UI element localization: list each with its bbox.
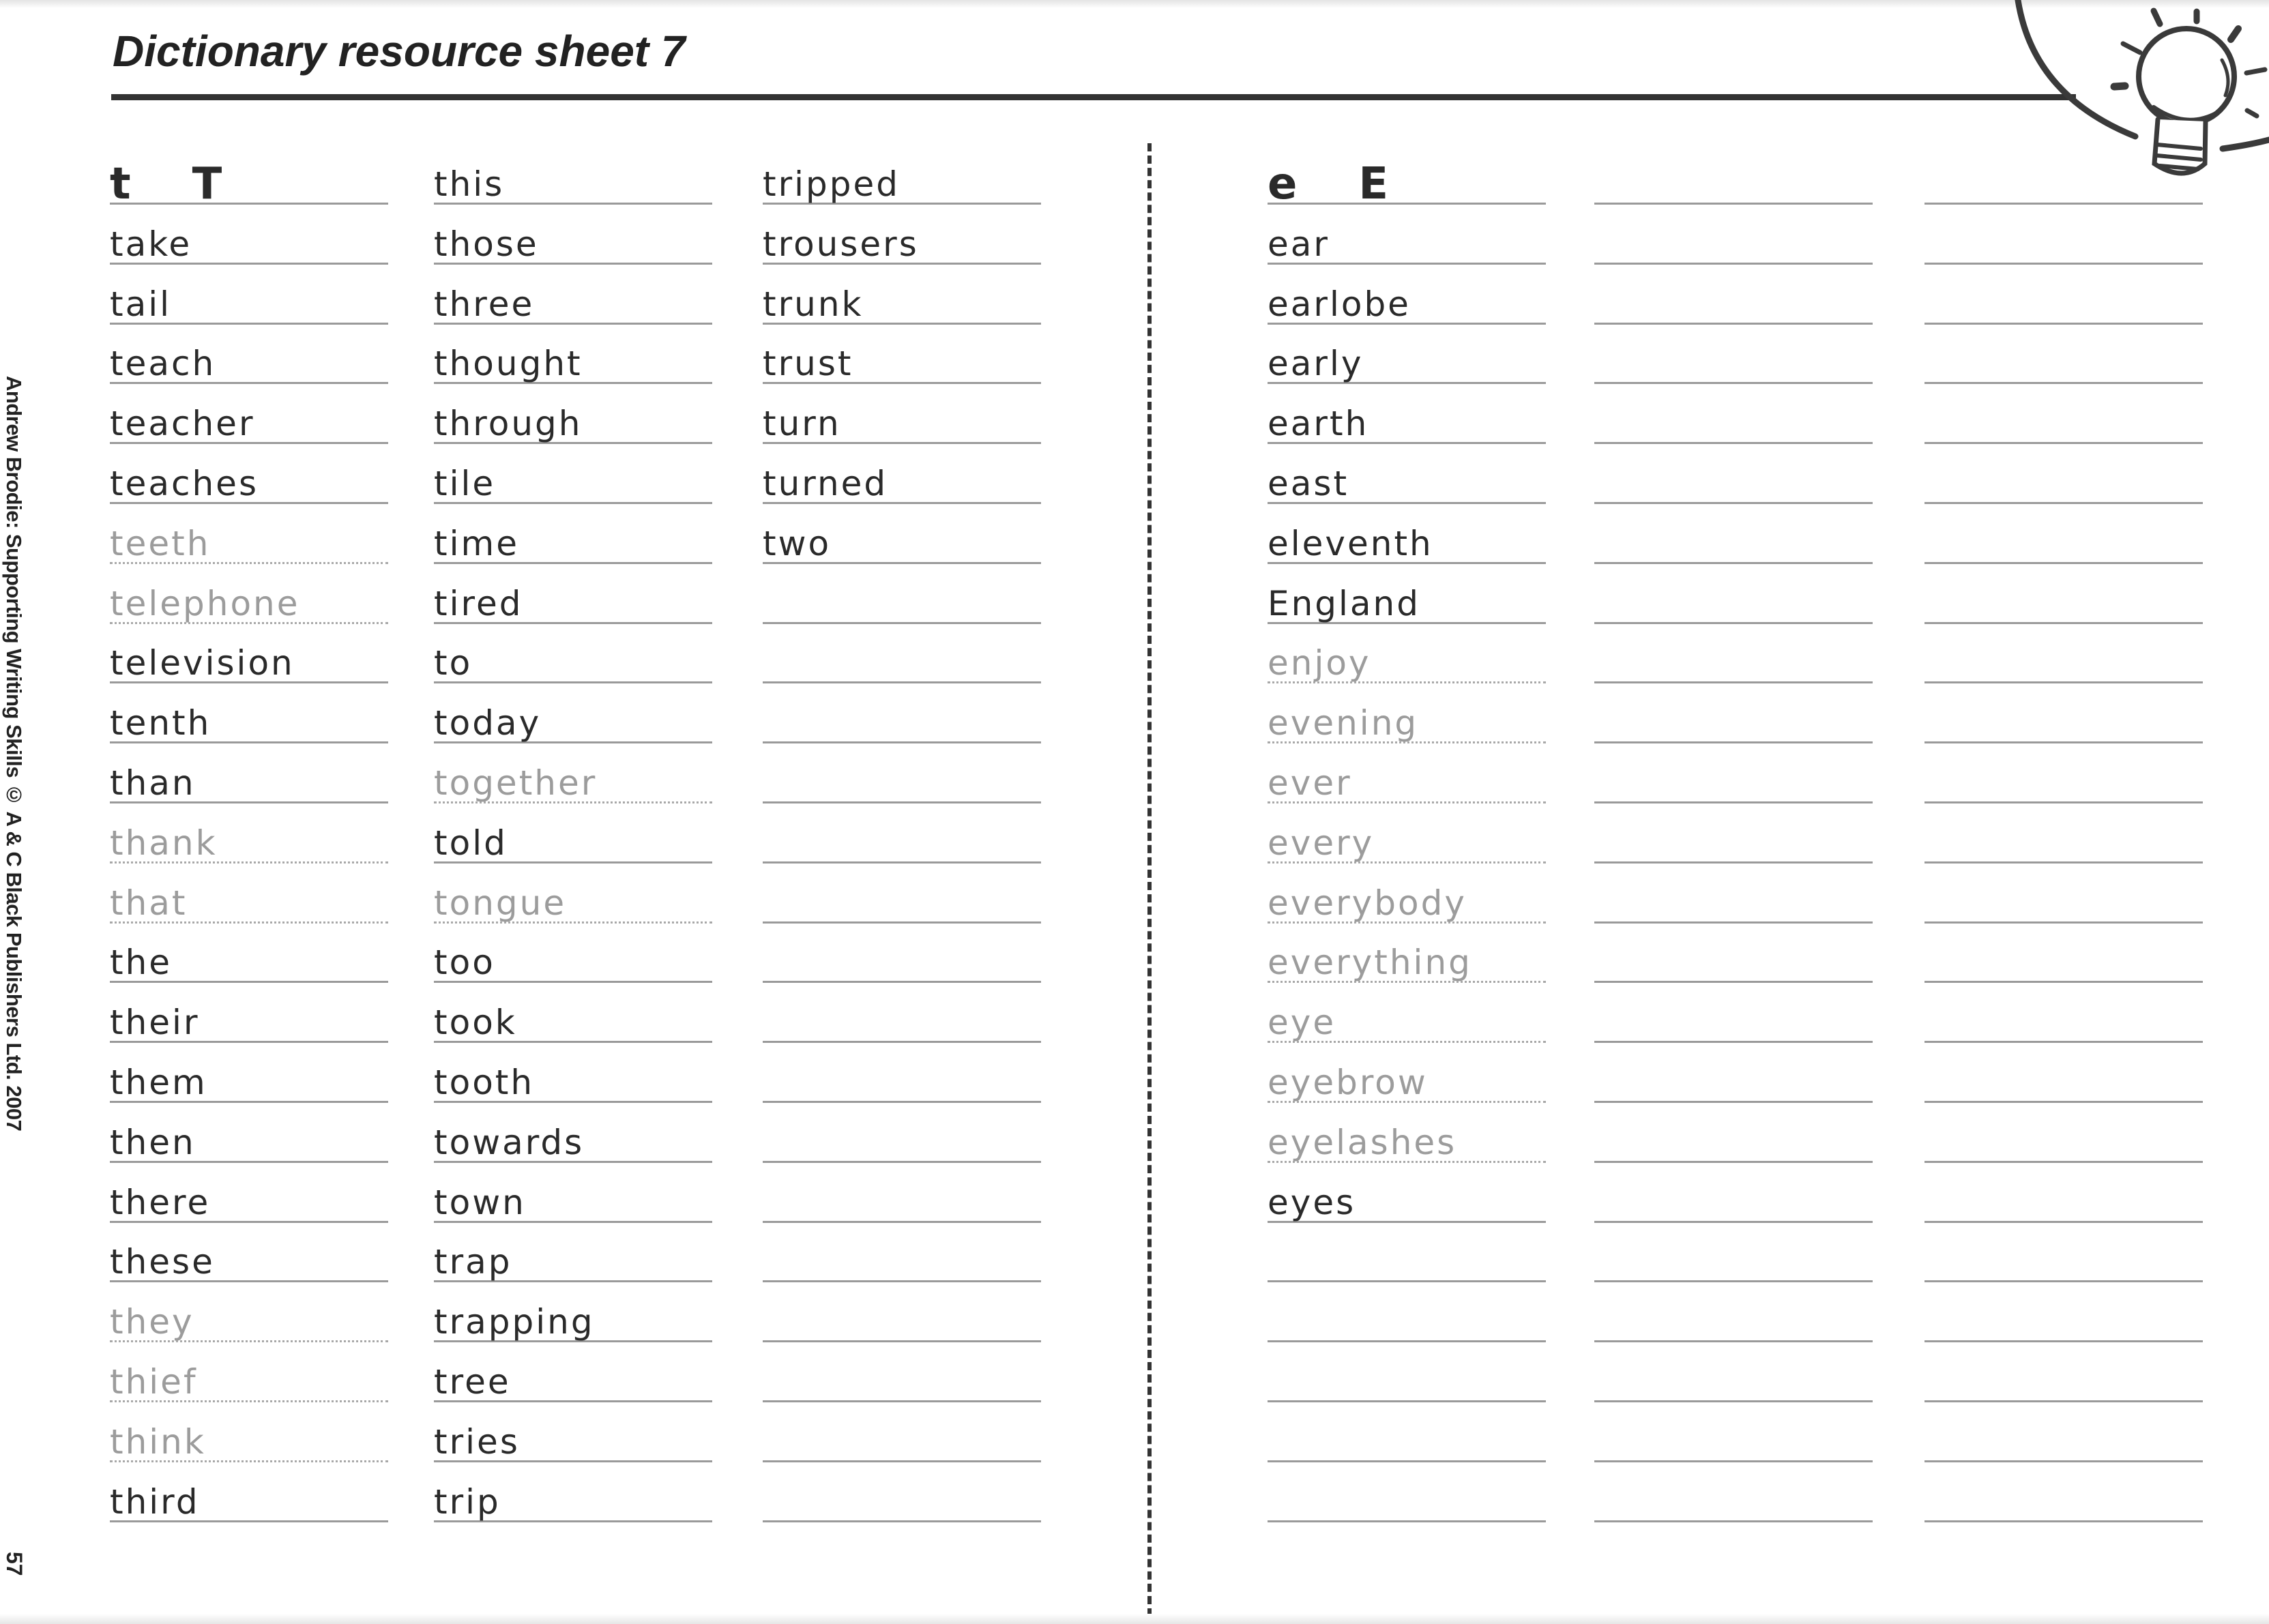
blank-writing-line <box>1594 523 1873 564</box>
word-entry: tongue <box>434 883 712 924</box>
blank-writing-line <box>763 1002 1041 1043</box>
blank-writing-line <box>763 1062 1041 1103</box>
word-entry: too <box>434 942 712 983</box>
blank-writing-line <box>763 703 1041 743</box>
word-entry: tenth <box>110 703 388 743</box>
blank-writing-line <box>1268 1361 1546 1402</box>
blank-writing-line <box>1594 224 1873 265</box>
word-entry: thought <box>434 343 712 384</box>
word-entry: eleventh <box>1268 523 1546 564</box>
word-entry: telephone <box>110 583 388 624</box>
word-entry: eyebrow <box>1268 1062 1546 1103</box>
word-entry: through <box>434 403 712 444</box>
blank-writing-line <box>763 763 1041 803</box>
page-title: Dictionary resource sheet 7 <box>113 27 686 76</box>
word-entry: enjoy <box>1268 643 1546 683</box>
word-entry: trust <box>763 343 1041 384</box>
word-entry: to <box>434 643 712 683</box>
blank-writing-line <box>1594 763 1873 803</box>
word-entry: early <box>1268 343 1546 384</box>
word-entry: tripped <box>763 164 1041 205</box>
blank-writing-line <box>1924 643 2203 683</box>
blank-writing-line <box>1924 1122 2203 1163</box>
title-rule <box>111 94 2076 100</box>
word-entry: teach <box>110 343 388 384</box>
blank-writing-line <box>763 1361 1041 1402</box>
word-entry: trunk <box>763 284 1041 325</box>
blank-writing-line <box>1594 1182 1873 1223</box>
blank-writing-line <box>1924 343 2203 384</box>
blank-writing-line <box>1924 1241 2203 1282</box>
blank-writing-line <box>1924 1421 2203 1462</box>
section-divider <box>1147 143 1152 1616</box>
word-entry: together <box>434 763 712 803</box>
blank-writing-line <box>1268 1301 1546 1342</box>
side-credit: Andrew Brodie: Supporting Writing Skills © A & C Black Publishers Ltd. 2007 <box>2 376 26 1132</box>
word-entry: teeth <box>110 523 388 564</box>
blank-writing-line <box>1924 1361 2203 1402</box>
word-entry: tile <box>434 463 712 504</box>
blank-writing-line <box>1594 1002 1873 1043</box>
blank-writing-line <box>1924 1182 2203 1223</box>
blank-writing-line <box>763 583 1041 624</box>
blank-writing-line <box>1924 463 2203 504</box>
word-entry: trousers <box>763 224 1041 265</box>
word-entry: tree <box>434 1361 712 1402</box>
scan-edge-top <box>0 0 2269 8</box>
blank-writing-line <box>1594 583 1873 624</box>
blank-writing-line <box>763 1421 1041 1462</box>
blank-writing-line <box>763 823 1041 863</box>
word-entry: trip <box>434 1481 712 1522</box>
word-entry: evening <box>1268 703 1546 743</box>
letter-upper: E <box>1358 159 1389 209</box>
blank-writing-line <box>1594 883 1873 924</box>
blank-writing-line <box>1924 284 2203 325</box>
word-entry: then <box>110 1122 388 1163</box>
blank-writing-line <box>1924 1002 2203 1043</box>
blank-writing-line <box>1924 583 2203 624</box>
word-entry: trapping <box>434 1301 712 1342</box>
word-entry: them <box>110 1062 388 1103</box>
blank-writing-line <box>1924 883 2203 924</box>
blank-writing-line <box>1594 1241 1873 1282</box>
word-entry: third <box>110 1481 388 1522</box>
word-entry: every <box>1268 823 1546 863</box>
word-entry: think <box>110 1421 388 1462</box>
word-entry: than <box>110 763 388 803</box>
scan-edge-bottom <box>0 1614 2269 1624</box>
word-entry: England <box>1268 583 1546 624</box>
word-entry: two <box>763 523 1041 564</box>
letter-lower: e <box>1268 159 1298 209</box>
blank-writing-line <box>1924 224 2203 265</box>
blank-writing-line <box>1594 1062 1873 1103</box>
letter-upper: T <box>192 159 222 209</box>
blank-writing-line <box>1594 1301 1873 1342</box>
blank-writing-line <box>763 1481 1041 1522</box>
blank-writing-line <box>1594 643 1873 683</box>
blank-writing-line <box>1594 823 1873 863</box>
blank-writing-line <box>1594 463 1873 504</box>
blank-writing-line <box>1594 1481 1873 1522</box>
word-entry: earth <box>1268 403 1546 444</box>
blank-writing-line <box>1594 284 1873 325</box>
word-entry: take <box>110 224 388 265</box>
word-entry: their <box>110 1002 388 1043</box>
word-entry: town <box>434 1182 712 1223</box>
word-entry: ever <box>1268 763 1546 803</box>
blank-writing-line <box>1594 942 1873 983</box>
blank-writing-line <box>763 1122 1041 1163</box>
word-entry: tooth <box>434 1062 712 1103</box>
blank-writing-line <box>1594 343 1873 384</box>
blank-writing-line <box>1924 403 2203 444</box>
blank-writing-line <box>1594 1122 1873 1163</box>
word-entry: tail <box>110 284 388 325</box>
blank-writing-line <box>763 883 1041 924</box>
blank-writing-line <box>1594 703 1873 743</box>
blank-writing-line <box>1924 763 2203 803</box>
blank-writing-line <box>1924 942 2203 983</box>
blank-writing-line <box>1924 1301 2203 1342</box>
blank-writing-line <box>763 643 1041 683</box>
blank-writing-line <box>1594 1421 1873 1462</box>
blank-writing-line <box>1924 1062 2203 1103</box>
word-entry: they <box>110 1301 388 1342</box>
blank-writing-line <box>1924 1481 2203 1522</box>
letter-heading <box>1268 159 1546 209</box>
word-entry: three <box>434 284 712 325</box>
word-entry: that <box>110 883 388 924</box>
word-entry: turned <box>763 463 1041 504</box>
word-entry: east <box>1268 463 1546 504</box>
blank-writing-line <box>763 1301 1041 1342</box>
blank-writing-line <box>763 1241 1041 1282</box>
word-entry: teacher <box>110 403 388 444</box>
word-entry: towards <box>434 1122 712 1163</box>
letter-heading <box>110 159 388 209</box>
word-entry: turn <box>763 403 1041 444</box>
blank-writing-line <box>1268 1481 1546 1522</box>
word-entry: today <box>434 703 712 743</box>
word-entry: eye <box>1268 1002 1546 1043</box>
word-entry: thank <box>110 823 388 863</box>
word-entry: time <box>434 523 712 564</box>
word-entry: everything <box>1268 942 1546 983</box>
word-entry: earlobe <box>1268 284 1546 325</box>
word-entry: thief <box>110 1361 388 1402</box>
blank-writing-line <box>1924 823 2203 863</box>
blank-writing-line <box>1268 1241 1546 1282</box>
word-entry: this <box>434 164 712 205</box>
page-number: 57 <box>2 1552 27 1576</box>
word-entry: eyes <box>1268 1182 1546 1223</box>
blank-writing-line <box>1924 164 2203 205</box>
blank-writing-line <box>763 942 1041 983</box>
word-entry: told <box>434 823 712 863</box>
word-entry: tries <box>434 1421 712 1462</box>
word-entry: ear <box>1268 224 1546 265</box>
word-entry: these <box>110 1241 388 1282</box>
word-entry: everybody <box>1268 883 1546 924</box>
word-entry: eyelashes <box>1268 1122 1546 1163</box>
blank-writing-line <box>1594 1361 1873 1402</box>
word-entry: trap <box>434 1241 712 1282</box>
blank-writing-line <box>1924 523 2203 564</box>
word-entry: those <box>434 224 712 265</box>
letter-lower: t <box>110 159 131 209</box>
word-entry: took <box>434 1002 712 1043</box>
word-entry: television <box>110 643 388 683</box>
word-entry: tired <box>434 583 712 624</box>
blank-writing-line <box>1268 1421 1546 1462</box>
blank-writing-line <box>1594 403 1873 444</box>
blank-writing-line <box>1594 164 1873 205</box>
word-entry: there <box>110 1182 388 1223</box>
word-entry: the <box>110 942 388 983</box>
blank-writing-line <box>763 1182 1041 1223</box>
blank-writing-line <box>1924 703 2203 743</box>
word-entry: teaches <box>110 463 388 504</box>
